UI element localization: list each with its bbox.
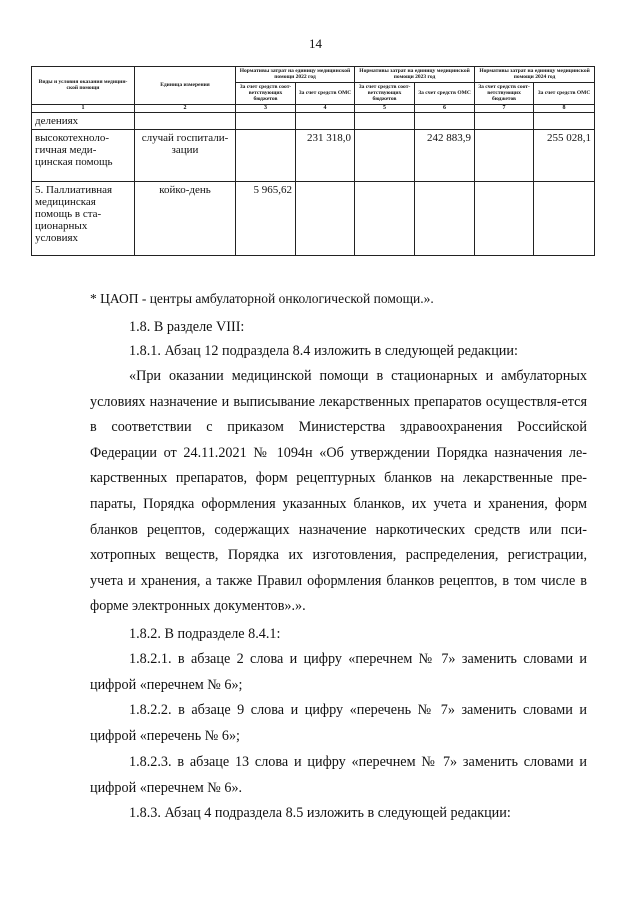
subsection-heading: 1.8.2. В подразделе 8.4.1: [129, 626, 281, 642]
table-cell [415, 112, 475, 129]
table-cell [355, 181, 415, 255]
table-cell [534, 181, 595, 255]
table-cell [475, 129, 534, 181]
cost-norms-table [31, 66, 595, 256]
table-header-row [32, 67, 595, 83]
column-number: 8 [534, 104, 595, 112]
quoted-paragraph: «При оказании медицинской помощи в стационарных и амбулаторных условиях назначение и выписывание лекарственных препаратов осуществля-ется в соответствии с приказом Министерства здравоохранения Российской Федерации от 24.11.2021 № 1094н «Об утверждении Порядка назначения ле-карственных препаратов, форм рецептурных бланков на лекарственные пре-параты, Порядка оформления указанных бланков, их учета и хранения, форм бланков рецептов, содержащих назначение наркотических средств или пси-хотропных веществ, Порядка их изготовления, распределения, регистрации, учета и хранения, а также Правил оформления бланков рецептов, в том числе в форме электронных документов».». [90, 368, 587, 615]
subheader-oms: За счет средств ОМС [534, 82, 595, 104]
table-cell: 255 028,1 [534, 129, 595, 181]
table-cell: делениях [32, 112, 135, 129]
page-number: 14 [309, 36, 322, 51]
table-row [32, 112, 595, 129]
table-cell: 5. Паллиативная медицинская помощь в ста-ционарных условиях [32, 181, 135, 255]
subheader-oms: За счет средств ОМС [415, 82, 475, 104]
table-cell: 242 883,9 [415, 129, 475, 181]
table-cell [415, 181, 475, 255]
paragraph: 1.8.1. Абзац 12 подраздела 8.4 изложить в следующей редакции: [129, 343, 518, 359]
column-number: 1 [32, 104, 135, 112]
paragraph: 1.8.2.3. в абзаце 13 слова и цифру «перечнем № 7» заменить словами и цифрой «перечнем № 6». [90, 754, 587, 796]
table-cell [475, 181, 534, 255]
header-2023: Нормативы затрат на единицу медицинской помощи 2023 год [355, 67, 475, 83]
table-cell [236, 112, 296, 129]
table-cell: высокотехноло-гичная меди-цинская помощь [32, 129, 135, 181]
paragraph: 1.8.2.1. в абзаце 2 слова и цифру «перечнем № 7» заменить словами и цифрой «перечнем № 6»; [90, 651, 587, 693]
table-cell: 5 965,62 [236, 181, 296, 255]
table-cell [475, 112, 534, 129]
table-cell: случай госпитали-зации [135, 129, 236, 181]
subheader-budget: За счет средств соот-ветствующих бюджетов [236, 82, 296, 104]
table-cell [355, 129, 415, 181]
column-number: 7 [475, 104, 534, 112]
table-cell [135, 112, 236, 129]
column-number-row [32, 104, 595, 112]
column-number: 4 [296, 104, 355, 112]
table-cell: койко-день [135, 181, 236, 255]
section-heading: 1.8. В разделе VIII: [129, 319, 245, 335]
column-number: 5 [355, 104, 415, 112]
table-row [32, 181, 595, 255]
header-type: Виды и условия оказания медицин-ской помощи [32, 67, 135, 105]
paragraph: 1.8.2.2. в абзаце 9 слова и цифру «перечень № 7» заменить словами и цифрой «перечень № 6»; [90, 702, 587, 744]
subheader-budget: За счет средств соот-ветствующих бюджетов [355, 82, 415, 104]
column-number: 2 [135, 104, 236, 112]
table-cell [236, 129, 296, 181]
subheader-oms: За счет средств ОМС [296, 82, 355, 104]
table-cell [534, 112, 595, 129]
header-unit: Единица измерения [135, 67, 236, 105]
column-number: 6 [415, 104, 475, 112]
header-2024: Нормативы затрат на единицу медицинской помощи 2024 год [475, 67, 595, 83]
paragraph: 1.8.3. Абзац 4 подраздела 8.5 изложить в следующей редакции: [129, 805, 511, 821]
subheader-budget: За счет средств соот-ветствующих бюджетов [475, 82, 534, 104]
table-cell: 231 318,0 [296, 129, 355, 181]
table-row [32, 129, 595, 181]
table-cell [296, 112, 355, 129]
table-cell [296, 181, 355, 255]
table-footnote: * ЦАОП - центры амбулаторной онкологической помощи.». [90, 291, 434, 306]
column-number: 3 [236, 104, 296, 112]
table-cell [355, 112, 415, 129]
header-2022: Нормативы затрат на единицу медицинской помощи 2022 год [236, 67, 355, 83]
